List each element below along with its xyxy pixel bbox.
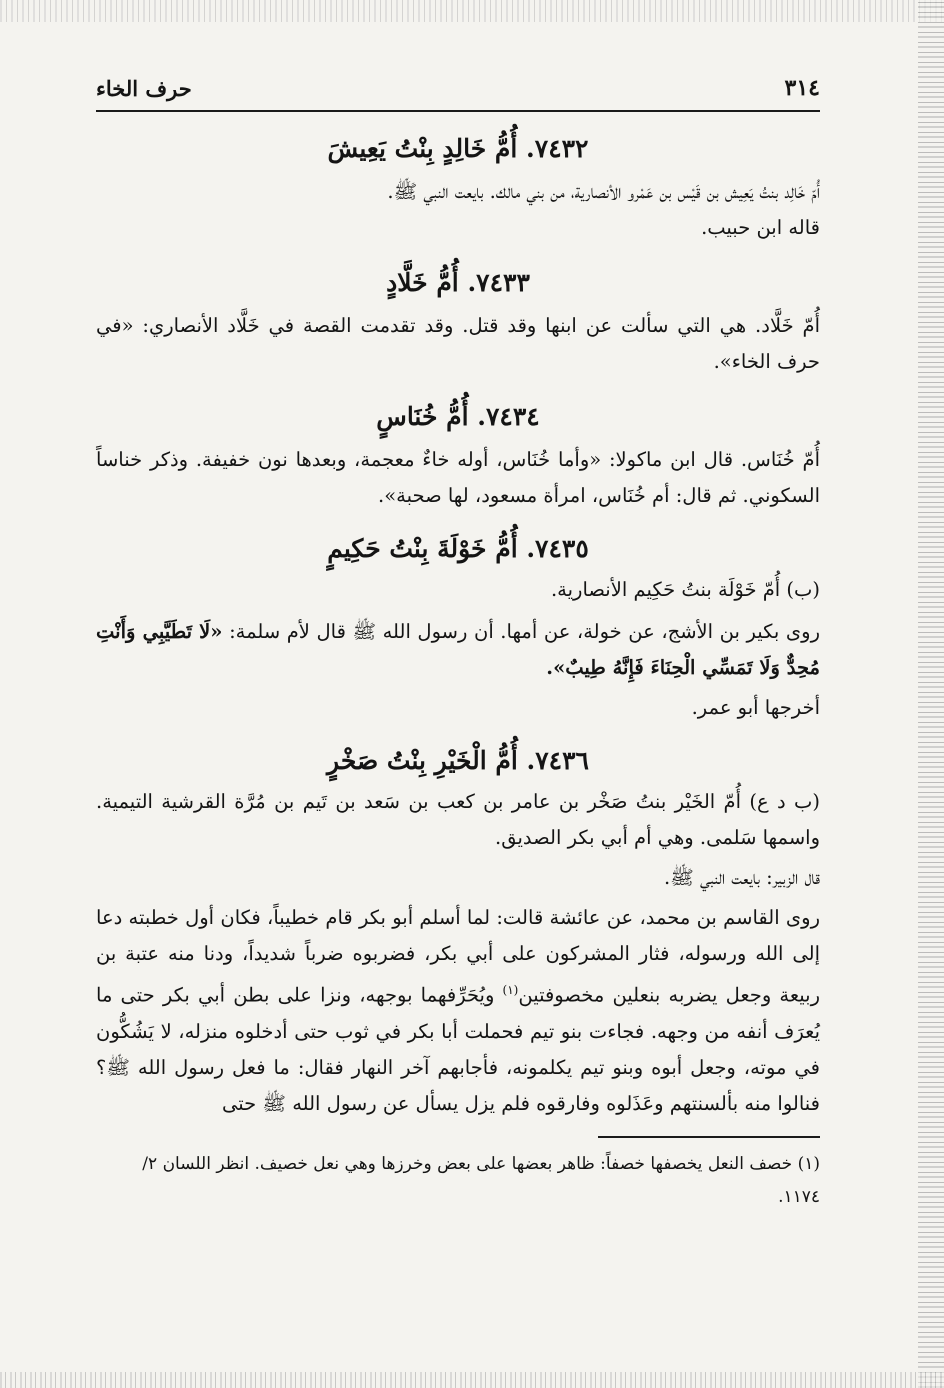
- entry-7433-text: أُمّ خَلَّاد. هي التي سألت عن ابنها وقد قتل. وقد تقدمت القصة في خَلَّاد الأنصاري: «في حرف الخاء».: [96, 314, 820, 373]
- footnote: (١) خصف النعل يخصفها خصفاً: ظاهر بعضها على بعض وخرزها وهي نعل خصيف. انظر اللسان ٢/ ١١٧٤.: [142, 1153, 820, 1207]
- entry-7435-hadith-quote: «لَا تَطَيَّبِي وَأَنْتِ مُحِدٌّ وَلَا تَمَسِّي الْحِنَاءَ فَإِنَّهُ طِيبٌ».: [96, 620, 820, 679]
- entry-heading-7433: ٧٤٣٣. أُمُّ خَلَّادٍ: [386, 268, 530, 297]
- entry-heading-7432: ٧٤٣٢. أُمُّ خَالِدٍ بِنْتُ يَعِيشَ: [327, 134, 589, 163]
- entry-7436-lineage: (ب د ع) أُمّ الخَيْر بنتُ صَخْر بن عامر بن كعب بن سَعد بن تَيم بن مُرَّة القرشية التيمية. واسمها سَلمى. وهي أم أبي بكر الصديق.: [96, 790, 820, 849]
- entry-heading-7434: ٧٤٣٤. أُمُّ خُنَاسٍ: [376, 402, 540, 431]
- footnote-divider: [598, 1136, 820, 1138]
- entry-7436-narration-part2: ويُحَرِّفهما بوجهه، ونزا على بطن أبي بكر حتى ما يُعرَف أنفه من وجهه. فجاءت بنو تيم فحملت أبا بكر في ثوب حتى أدخلوه منزله، لا يَشُكُّون في موته، وجعل أبوه وبنو تيم يكلمونه، فأجابهم آخر النهار فقال: ما فعل رسول الله ﷺ؟ فنالوا منه بألسنتهم وعَذَلوه وفارقوه فلم يزل يسأل عن رسول الله ﷺ حتى: [96, 983, 820, 1115]
- scan-edge-top: [0, 0, 944, 22]
- footnote-marker: (١): [502, 983, 519, 997]
- entry-7435-narration: [96, 614, 820, 686]
- book-page: [96, 66, 820, 1356]
- entry-heading-7435: ٧٤٣٥. أُمُّ خَوْلَةَ بِنْتُ حَكِيمٍ: [327, 534, 589, 563]
- entry-7436-narration: [96, 900, 820, 1122]
- entry-7435-name-line: (ب) أُمّ خَوْلَة بنتُ حَكِيم الأنصارية.: [550, 578, 820, 601]
- scan-edge-bottom: [0, 1372, 944, 1388]
- entry-7434-text: أُمّ خُنَاس. قال ابن ماكولا: «وأما خُنَاس، أوله خاءٌ معجمة، وبعدها نون خفيفة. وذكر خناساً السكوني. ثم قال: أم خُنَاس، امرأة مسعود، لها صحبة».: [96, 448, 820, 507]
- entry-7435-source: أخرجها أبو عمر.: [691, 696, 820, 719]
- entry-7432-text: أُمّ خَالِد بنتُ يَعِيش بن قَيْس بن عَمْرو الأنصارية، من بني مالك. بايعت النبي ﷺ.: [387, 180, 820, 203]
- scan-edge-right: [918, 0, 944, 1388]
- entry-7435-narration-intro: روى بكير بن الأشج، عن خولة، عن أمها. أن رسول الله ﷺ قال لأم سلمة:: [229, 620, 820, 643]
- entry-7436-zubayr: قال الزبير: بايعت النبي ﷺ.: [664, 866, 820, 889]
- entry-7432-source: قاله ابن حبيب.: [701, 216, 820, 239]
- entry-7436-narration-part1: روى القاسم بن محمد، عن عائشة قالت: لما أسلم أبو بكر قام خطيباً، فكان أول خطبته دعا إلى الله ورسوله، فثار المشركون على أبي بكر، فضربوه ضرباً شديداً، ودنا منه عتبة بن ربيعة وجعل يضربه بنعلين مخصوفتين: [96, 906, 820, 1007]
- running-head: [96, 66, 820, 112]
- entry-heading-7436: ٧٤٣٦. أُمُّ الْخَيْرِ بِنْتُ صَخْرٍ: [327, 746, 589, 775]
- page-number: ٣١٤: [784, 75, 820, 101]
- section-title: حرف الخاء: [96, 75, 192, 101]
